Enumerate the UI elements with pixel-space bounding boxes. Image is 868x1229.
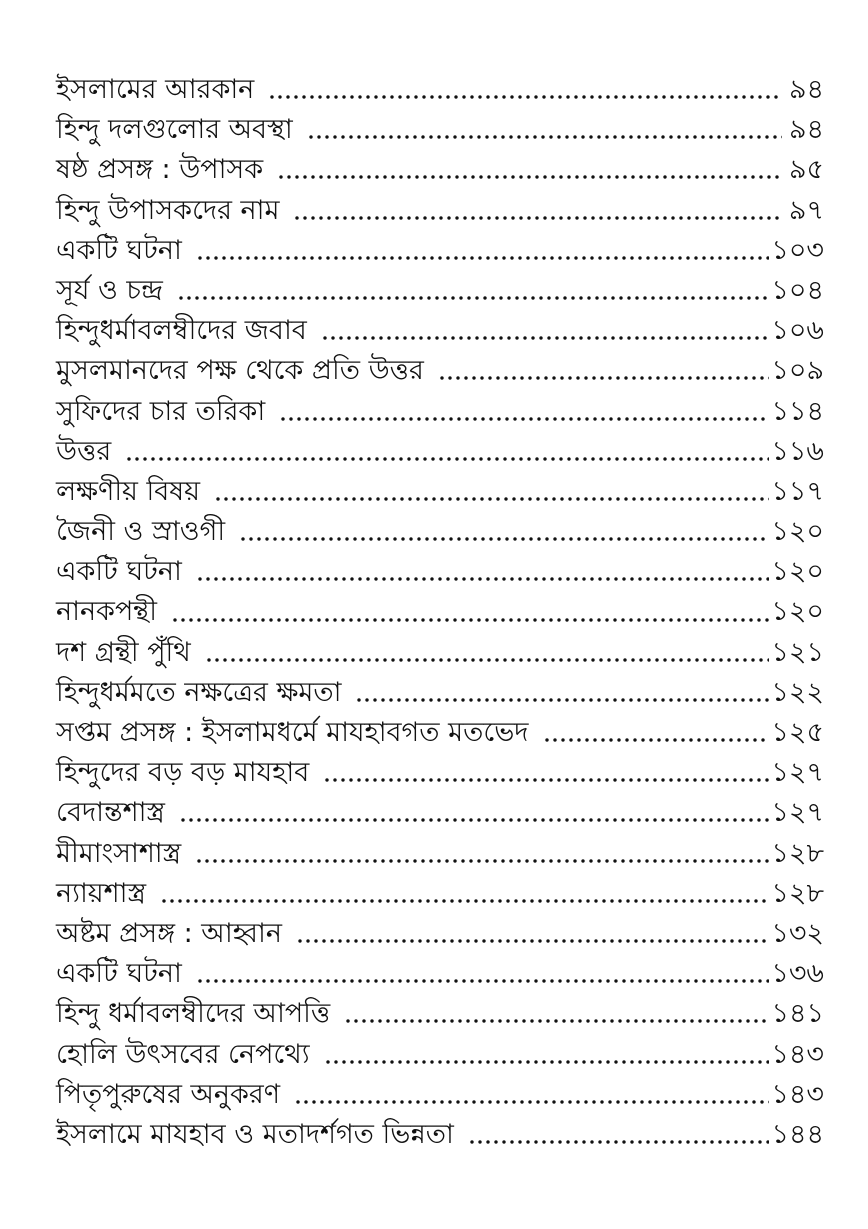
toc-entry-title: বেদান্তশাস্ত্র (56, 797, 165, 829)
toc-entry-title: পিতৃপুরুষের অনুকরণ (56, 1078, 281, 1110)
toc-entry-title: ইসলামের আরকান (56, 74, 255, 105)
toc-entry-title: একটি ঘটনা (56, 556, 182, 588)
dot-leader (355, 697, 769, 703)
toc-entry-title: হিন্দু ধর্মাবলম্বীদের আপত্তি (56, 998, 331, 1030)
dot-leader (214, 496, 769, 502)
toc-entry-page: ১৩৬ (771, 958, 824, 990)
toc-entry (56, 954, 824, 994)
table-of-contents (56, 70, 824, 1155)
toc-entry-title: জৈনী ও স্রাওগী (56, 516, 226, 548)
dot-leader (205, 657, 770, 663)
toc-entry-title: হিন্দুধর্মাবলম্বীদের জবাব (56, 315, 307, 347)
dot-leader (321, 335, 770, 341)
dot-leader (279, 416, 769, 422)
toc-entry-page: ৯৫ (788, 154, 824, 186)
toc-entry (56, 271, 824, 311)
toc-entry-page: ১২৭ (771, 757, 824, 789)
toc-entry-title: হিন্দু দলগুলোর অবস্থা (56, 114, 293, 146)
toc-entry-page: ১২২ (771, 676, 824, 708)
dot-leader (125, 456, 769, 462)
dot-leader (196, 255, 770, 261)
toc-entry-page: ১০৪ (771, 274, 824, 306)
dot-leader (196, 978, 770, 984)
toc-entry-title: একটি ঘটনা (56, 958, 182, 990)
toc-entry (56, 311, 824, 351)
toc-entry (56, 392, 824, 432)
toc-entry-title: হিন্দুধর্মমতে নক্ষত্রের ক্ষমতা (56, 676, 342, 708)
dot-leader (344, 1018, 769, 1024)
toc-entry (56, 1035, 824, 1075)
dot-leader (160, 898, 769, 904)
toc-entry-title: নানকপন্থী (56, 596, 157, 628)
toc-entry (56, 552, 824, 592)
toc-entry-page: ১০৬ (771, 315, 824, 347)
toc-entry-page: ১২৮ (771, 837, 824, 869)
toc-entry-title: হিন্দু উপাসকদের নাম (56, 194, 280, 226)
toc-entry (56, 231, 824, 271)
toc-entry (56, 1075, 824, 1115)
toc-entry-page: ১০৯ (771, 355, 824, 387)
toc-entry-page: ১৪৪ (771, 1118, 824, 1150)
toc-entry (56, 633, 824, 673)
toc-entry-page: ১৪১ (771, 998, 824, 1030)
toc-entry-page: ১২০ (771, 596, 824, 628)
toc-entry (56, 793, 824, 833)
toc-entry-title: অষ্টম প্রসঙ্গ : আহ্বান (56, 917, 282, 949)
dot-leader (543, 737, 770, 743)
toc-entry-page: ১২০ (771, 556, 824, 588)
dot-leader (195, 858, 769, 864)
toc-entry-title: একটি ঘটনা (56, 234, 182, 266)
toc-entry-page: ৯৪ (788, 74, 824, 105)
toc-entry (56, 834, 824, 874)
toc-entry-title: ষষ্ঠ প্রসঙ্গ : উপাসক (56, 154, 264, 186)
toc-entry-title: হিন্দুদের বড় বড় মাযহাব (56, 757, 310, 789)
toc-entry-page: ৯৭ (788, 194, 824, 226)
dot-leader (307, 134, 782, 140)
toc-entry (56, 592, 824, 632)
toc-entry (56, 713, 824, 753)
toc-entry-page: ১৪৩ (771, 1078, 824, 1110)
toc-entry (56, 191, 824, 231)
toc-entry (56, 70, 824, 110)
dot-leader (239, 536, 769, 542)
toc-entry-title: মুসলমানদের পক্ষ থেকে প্রতি উত্তর (56, 355, 424, 387)
dot-leader (196, 576, 770, 582)
toc-entry (56, 351, 824, 391)
dot-leader (293, 215, 782, 221)
toc-entry-page: ১০৩ (771, 234, 824, 266)
dot-leader (268, 94, 782, 100)
dot-leader (324, 1059, 770, 1065)
toc-entry-title: হোলি উৎসবের নেপথ্যে (56, 1038, 310, 1070)
toc-entry (56, 673, 824, 713)
toc-entry-title: সপ্তম প্রসঙ্গ : ইসলামধর্মে মাযহাবগত মতভেদ (56, 717, 529, 748)
toc-entry-page: ৯৪ (788, 114, 824, 146)
toc-entry-page: ১২৭ (771, 797, 824, 829)
toc-entry-title: উত্তর (56, 435, 112, 467)
toc-entry-page: ১৪৩ (771, 1038, 824, 1070)
dot-leader (296, 938, 769, 944)
toc-entry (56, 874, 824, 914)
toc-entry-page: ১১৬ (771, 435, 824, 467)
dot-leader (277, 174, 782, 180)
toc-entry-page: ১১৭ (771, 475, 824, 507)
toc-entry-title: সুফিদের চার তরিকা (56, 395, 266, 427)
dot-leader (171, 617, 769, 623)
toc-entry-page: ১১৪ (771, 395, 824, 427)
dot-leader (294, 1099, 769, 1105)
toc-entry-page: ১২৫ (771, 717, 824, 748)
toc-entry-title: মীমাংসাশাস্ত্র (56, 837, 182, 869)
toc-entry (56, 753, 824, 793)
toc-entry (56, 432, 824, 472)
toc-entry-title: ইসলামে মাযহাব ও মতাদর্শগত ভিন্নতা (56, 1118, 454, 1150)
dot-leader (179, 817, 769, 823)
toc-entry-page: ১২১ (771, 636, 824, 668)
toc-entry-page: ১২৮ (771, 877, 824, 909)
toc-entry-title: লক্ষণীয় বিষয় (56, 475, 201, 507)
toc-entry-title: সূর্য ও চন্দ্র (56, 274, 163, 306)
toc-entry (56, 994, 824, 1034)
toc-entry (56, 512, 824, 552)
dot-leader (177, 295, 770, 301)
dot-leader (468, 1139, 770, 1145)
toc-entry-title: ন্যায়শাস্ত্র (56, 877, 147, 909)
toc-entry (56, 110, 824, 150)
dot-leader (438, 375, 770, 381)
toc-entry-page: ১২০ (771, 516, 824, 548)
toc-entry (56, 150, 824, 190)
dot-leader (323, 777, 769, 783)
toc-entry (56, 1115, 824, 1155)
toc-entry-page: ১৩২ (771, 917, 824, 949)
toc-entry-title: দশ গ্রন্থী পুঁথি (56, 636, 191, 668)
toc-entry (56, 914, 824, 954)
toc-entry (56, 472, 824, 512)
